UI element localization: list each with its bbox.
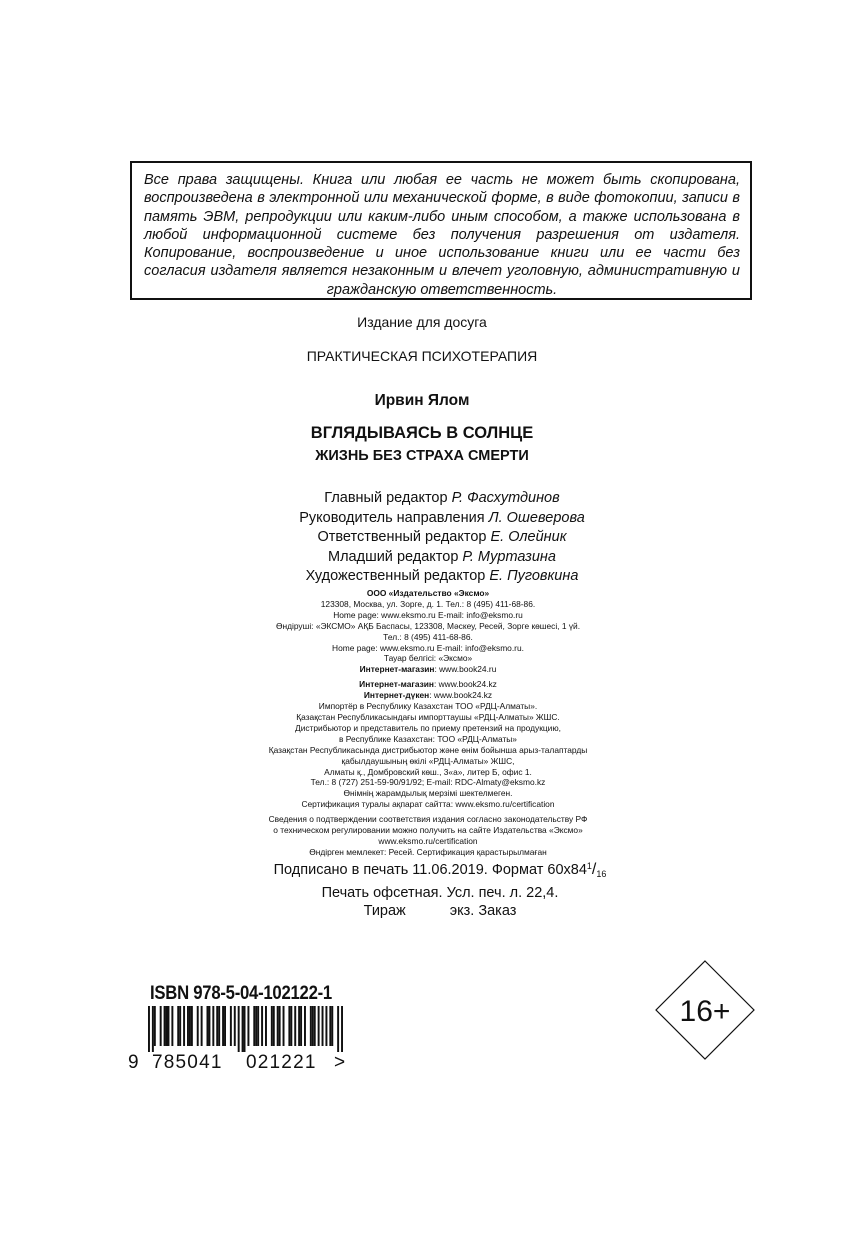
barcode-bar bbox=[304, 1006, 306, 1046]
editor-name: Р. Муртазина bbox=[462, 548, 556, 565]
barcode-bar bbox=[189, 1006, 191, 1046]
kz-address: Алматы қ., Домбровский көш., 3«а», литер Б, офис 1. bbox=[324, 766, 532, 777]
kz-shop2-url: : www.book24.kz bbox=[429, 690, 493, 701]
author-name: Ирвин Ялом bbox=[374, 392, 470, 409]
barcode-bar bbox=[314, 1006, 316, 1046]
barcode-bar bbox=[322, 1006, 324, 1046]
ru-shop bbox=[0, 664, 844, 675]
barcode-bar bbox=[234, 1006, 236, 1046]
distributor-kz-line1: Қазақстан Республикасында дистрибьютор және өнім бойынша арыз-талаптарды bbox=[268, 744, 588, 755]
barcode-digits-right: 021221 bbox=[246, 1052, 317, 1073]
confirm-line2: о техническом регулировании можно получить на сайте Издательства «Эксмо» bbox=[273, 825, 583, 836]
book-title: ВГЛЯДЫВАЯСЬ В СОЛНЦЕ bbox=[310, 424, 534, 442]
age-rating-text: 16+ bbox=[679, 995, 731, 1028]
barcode-bar bbox=[294, 1006, 296, 1046]
run-line bbox=[0, 902, 844, 921]
editor-role: Руководитель направления bbox=[299, 509, 485, 526]
barcode-digit-end: > bbox=[334, 1052, 346, 1073]
edition-type: Издание для досуга bbox=[357, 314, 487, 330]
barcode-bar bbox=[208, 1006, 210, 1046]
editor-name: Л. Ошеверова bbox=[488, 509, 585, 526]
barcode-bar bbox=[279, 1006, 281, 1046]
kz-contacts: Тел.: 8 (727) 251-59-90/91/92; E-mail: RDC-Almaty@eksmo.kz bbox=[310, 777, 546, 788]
signed-line: Подписано в печать 11.06.2019. Формат $60x84^1/_{16}$ bbox=[273, 861, 607, 879]
signed-text: Подписано в печать 11.06.2019. Формат 60x84 bbox=[273, 862, 587, 878]
barcode-digits-left: 785041 bbox=[152, 1052, 223, 1073]
barcode-bar bbox=[201, 1006, 203, 1046]
series-name: ПРАКТИЧЕСКАЯ ПСИХОТЕРАПИЯ bbox=[306, 348, 538, 364]
barcode-bar bbox=[247, 1006, 249, 1046]
barcode-bar bbox=[166, 1006, 168, 1046]
validity: Өнімнің жарамдылық мерзімі шектелмеген. bbox=[343, 788, 513, 799]
editor-role: Ответственный редактор bbox=[317, 529, 487, 546]
publisher-kz: Өндіруші: «ЭКСМО» АҚБ Баспасы, 123308, Мәскеу, Ресей, Зорге көшесі, 1 үй. bbox=[275, 620, 581, 631]
barcode-bar bbox=[298, 1006, 300, 1046]
barcode-bar bbox=[290, 1006, 292, 1046]
barcode-bar bbox=[318, 1006, 320, 1046]
barcode-bar bbox=[265, 1006, 267, 1046]
publisher-web: Home page: www.eksmo.ru E-mail: info@eksmo.ru bbox=[333, 609, 523, 620]
ru-shop-url: : www.book24.ru bbox=[434, 664, 497, 675]
barcode-bar bbox=[253, 1006, 255, 1046]
barcode-bar bbox=[171, 1006, 173, 1046]
barcode-bar bbox=[255, 1006, 257, 1046]
barcode-bar bbox=[207, 1006, 209, 1046]
barcode-bar bbox=[341, 1006, 343, 1052]
rights-notice-box bbox=[130, 161, 752, 300]
barcode-bar bbox=[261, 1006, 263, 1046]
barcode-bar bbox=[277, 1006, 279, 1046]
publisher-address: 123308, Москва, ул. Зорге, д. 1. Тел.: 8 (495) 411-68-86. bbox=[320, 598, 536, 609]
run-suffix: экз. Заказ bbox=[449, 903, 517, 919]
barcode-bar bbox=[230, 1006, 232, 1046]
barcode-bar bbox=[197, 1006, 199, 1046]
editor-role: Главный редактор bbox=[324, 490, 448, 506]
editor-line bbox=[0, 489, 844, 509]
barcode-bar bbox=[224, 1006, 226, 1046]
editor-name: Е. Пуговкина bbox=[489, 568, 579, 585]
kz-shop2 bbox=[0, 690, 844, 701]
publisher-kz-tel: Тел.: 8 (495) 411-68-86. bbox=[383, 631, 473, 642]
format-denominator: 16 bbox=[596, 869, 607, 879]
distributor-line1: Дистрибьютор и представитель по приему претензий на продукцию, bbox=[295, 722, 561, 733]
publisher-name: ООО «Издательство «Эксмо» bbox=[366, 588, 490, 598]
barcode-bar bbox=[222, 1006, 224, 1046]
barcode-bar bbox=[273, 1006, 275, 1046]
editor-role: Художественный редактор bbox=[305, 568, 486, 585]
editor-line bbox=[0, 528, 844, 548]
barcode bbox=[148, 1006, 348, 1052]
confirm-line3: www.eksmo.ru/certification bbox=[378, 835, 478, 846]
barcode-bar bbox=[283, 1006, 285, 1046]
barcode-bar bbox=[187, 1006, 189, 1046]
confirm-line1: Сведения о подтверждении соответствия издания согласно законодательству РФ bbox=[268, 814, 588, 825]
barcode-bar bbox=[337, 1006, 339, 1052]
barcode-bar bbox=[164, 1006, 166, 1046]
barcode-bar bbox=[183, 1006, 185, 1046]
print-info bbox=[0, 857, 844, 921]
barcode-bar bbox=[300, 1006, 302, 1046]
book-subtitle: ЖИЗНЬ БЕЗ СТРАХА СМЕРТИ bbox=[315, 448, 529, 464]
publisher-kz-web: Home page: www.eksmo.ru E-mail: info@eksmo.ru. bbox=[332, 642, 524, 653]
origin: Өндірген мемлекет: Ресей. Сертификация қарастырылмаған bbox=[309, 846, 547, 857]
age-rating-badge bbox=[655, 960, 755, 1060]
barcode-bar bbox=[160, 1006, 162, 1046]
barcode-bar bbox=[168, 1006, 170, 1046]
kz-shop bbox=[0, 679, 844, 690]
barcode-bar bbox=[312, 1006, 314, 1046]
barcode-bar bbox=[238, 1006, 240, 1052]
distributor-kz-line2: қабылдаушының өкілі «РДЦ-Алматы» ЖШС, bbox=[341, 755, 515, 766]
cert-info: Сертификация туралы ақпарат сайтта: www.eksmo.ru/certification bbox=[301, 799, 555, 810]
print-type-line: Печать офсетная. Усл. печ. л. 22,4. bbox=[321, 884, 559, 901]
kz-shop2-label: Интернет-дүкен bbox=[363, 690, 430, 701]
importer-kz: Қазақстан Республикасындағы импорттаушы «РДЦ-Алматы» ЖШС. bbox=[296, 711, 560, 722]
format-numerator: 1 bbox=[586, 861, 592, 871]
editor-name: Е. Олейник bbox=[490, 529, 567, 546]
barcode-bar bbox=[257, 1006, 259, 1046]
barcode-bar bbox=[152, 1006, 154, 1052]
barcode-bar bbox=[331, 1006, 333, 1046]
rights-notice-text: Все права защищены. Книга или любая ее часть не может быть скопирована, воспроизведена в электронной или механической форме, в виде фотокопии, записи в память ЭВМ, репродукции или каким-либо иным способом, а также использована в любой информационной системе без получения разрешения от издателя. Копирование, воспроизведение и иное использование книги или ее части без согласия издателя является незаконным и влечет уголовную, административную и гражданскую ответственность. bbox=[144, 172, 740, 298]
barcode-bar bbox=[212, 1006, 214, 1046]
barcode-bar bbox=[218, 1006, 220, 1046]
editor-line bbox=[0, 509, 844, 529]
editor-line bbox=[0, 567, 844, 587]
importer: Импортёр в Республику Казахстан ТОО «РДЦ-Алматы». bbox=[318, 701, 538, 712]
barcode-bar bbox=[310, 1006, 312, 1046]
isbn-text: ISBN 978-5-04-102122-1 bbox=[150, 983, 332, 1004]
imprint-block bbox=[0, 588, 844, 858]
barcode-bar bbox=[154, 1006, 156, 1046]
barcode-digit-first: 9 bbox=[128, 1052, 139, 1073]
barcode-bar bbox=[191, 1006, 193, 1046]
barcode-bar bbox=[179, 1006, 181, 1046]
barcode-bar bbox=[329, 1006, 331, 1046]
barcode-bar bbox=[271, 1006, 273, 1046]
ru-shop-label: Интернет-магазин bbox=[359, 664, 435, 675]
run-label: Тираж bbox=[363, 903, 406, 919]
editors-list bbox=[0, 489, 844, 587]
barcode-bar bbox=[288, 1006, 290, 1046]
kz-shop-url: : www.book24.kz bbox=[433, 679, 497, 690]
barcode-bar bbox=[242, 1006, 244, 1052]
distributor-line2: в Республике Казахстан: ТОО «РДЦ-Алматы» bbox=[339, 733, 517, 744]
barcode-bar bbox=[216, 1006, 218, 1046]
editor-line bbox=[0, 548, 844, 568]
kz-shop-label: Интернет-магазин bbox=[359, 679, 434, 690]
barcode-bar bbox=[325, 1006, 327, 1046]
editor-name: Р. Фасхутдинов bbox=[451, 490, 560, 506]
barcode-bar bbox=[148, 1006, 150, 1052]
trademark: Тауар белгісі: «Эксмо» bbox=[383, 653, 473, 664]
editor-role: Младший редактор bbox=[328, 548, 459, 565]
barcode-bar bbox=[177, 1006, 179, 1046]
barcode-bar bbox=[244, 1006, 246, 1052]
